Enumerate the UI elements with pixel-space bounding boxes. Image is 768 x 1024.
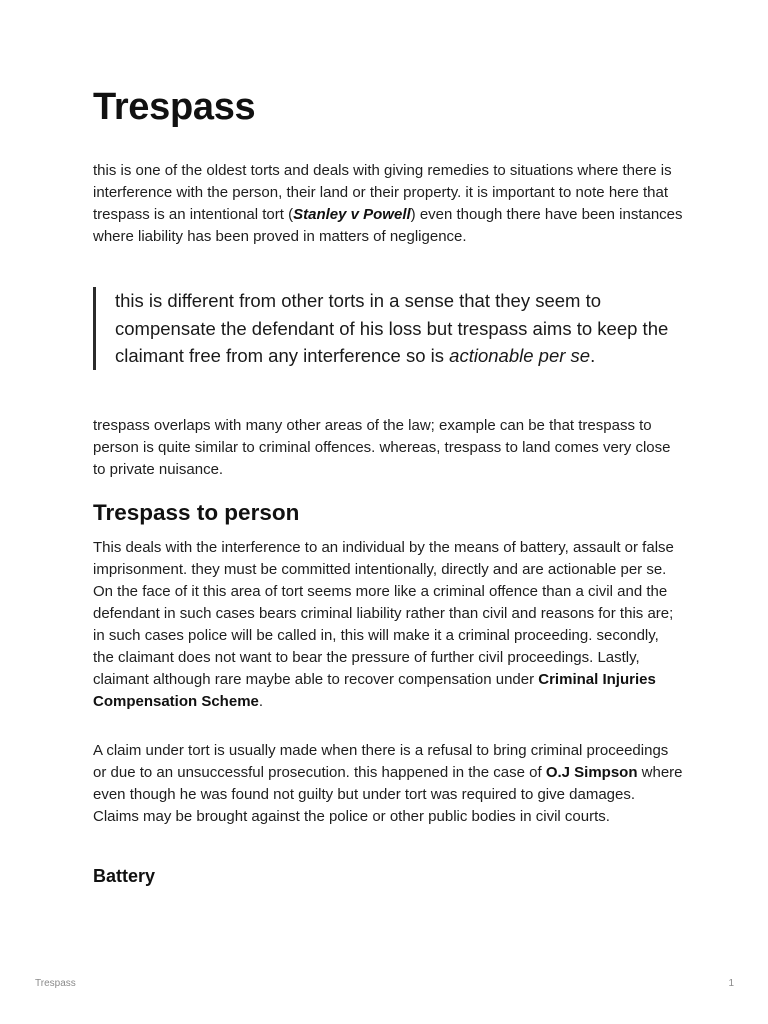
person-p2-text-2: where even though he was found not guilty but under tort was required to give damages. Claims may be brought against the police or other public bodies in civil courts. [93,764,683,825]
person-p1-text-2: . [258,693,264,710]
person-p2-text-1: A claim under tort is usually made when there is a refusal to bring criminal proceedings or due to an unsuccessful prosecution. this happened in the case of [93,742,669,781]
footer-page-number: 1 [728,978,734,989]
quote-text-1: this is different from other torts in a sense that they seem to compensate the defendant of his loss but trespass aims to keep the claimant free from any interference so is [115,290,669,366]
quote-paragraph [115,287,683,370]
subsection-heading-battery: Battery [93,866,156,886]
section-heading-trespass-to-person: Trespass to person [93,500,300,525]
intro-paragraph [93,160,683,248]
person-p1-text-1: This deals with the interference to an individual by the means of battery, assault or false imprisonment. they must be committed intentionally, directly and are actionable per se. On the face of it this area of tort seems more like a criminal offence than a civil and the defendant in such cases bears criminal liability rather than civil and reasons for this are; in such cases police will be called in, this will make it a criminal proceeding. secondly, the claimant does not want to bear the pressure of further civil proceedings. Lastly, claimant although rare maybe able to recover compensation under [93,539,674,688]
quote-text-2: . [590,345,596,366]
blockquote [93,287,683,370]
intro-text-2: ) even though there have been instances where liability has been proved in matters of negligence. [93,206,683,245]
overlap-paragraph: trespass overlaps with many other areas of the law; example can be that trespass to person is quite similar to criminal offences. whereas, trespass to land comes very close to private nuisance. [93,417,671,478]
person-paragraph-1 [93,537,683,713]
intro-text-1: this is one of the oldest torts and deals with giving remedies to situations where there is interference with the person, their land or their property. it is important to note here that trespass is an intentional tort ( [93,162,672,223]
case-citation: Stanley v Powell [293,206,411,223]
footer-document-title: Trespass [35,978,76,989]
case-name-oj-simpson: O.J Simpson [545,764,638,781]
person-paragraph-2 [93,740,683,828]
quote-emphasis: actionable per se [449,345,591,366]
page-title: Trespass [93,86,256,128]
scheme-name: Criminal Injuries Compensation Scheme [93,671,656,710]
